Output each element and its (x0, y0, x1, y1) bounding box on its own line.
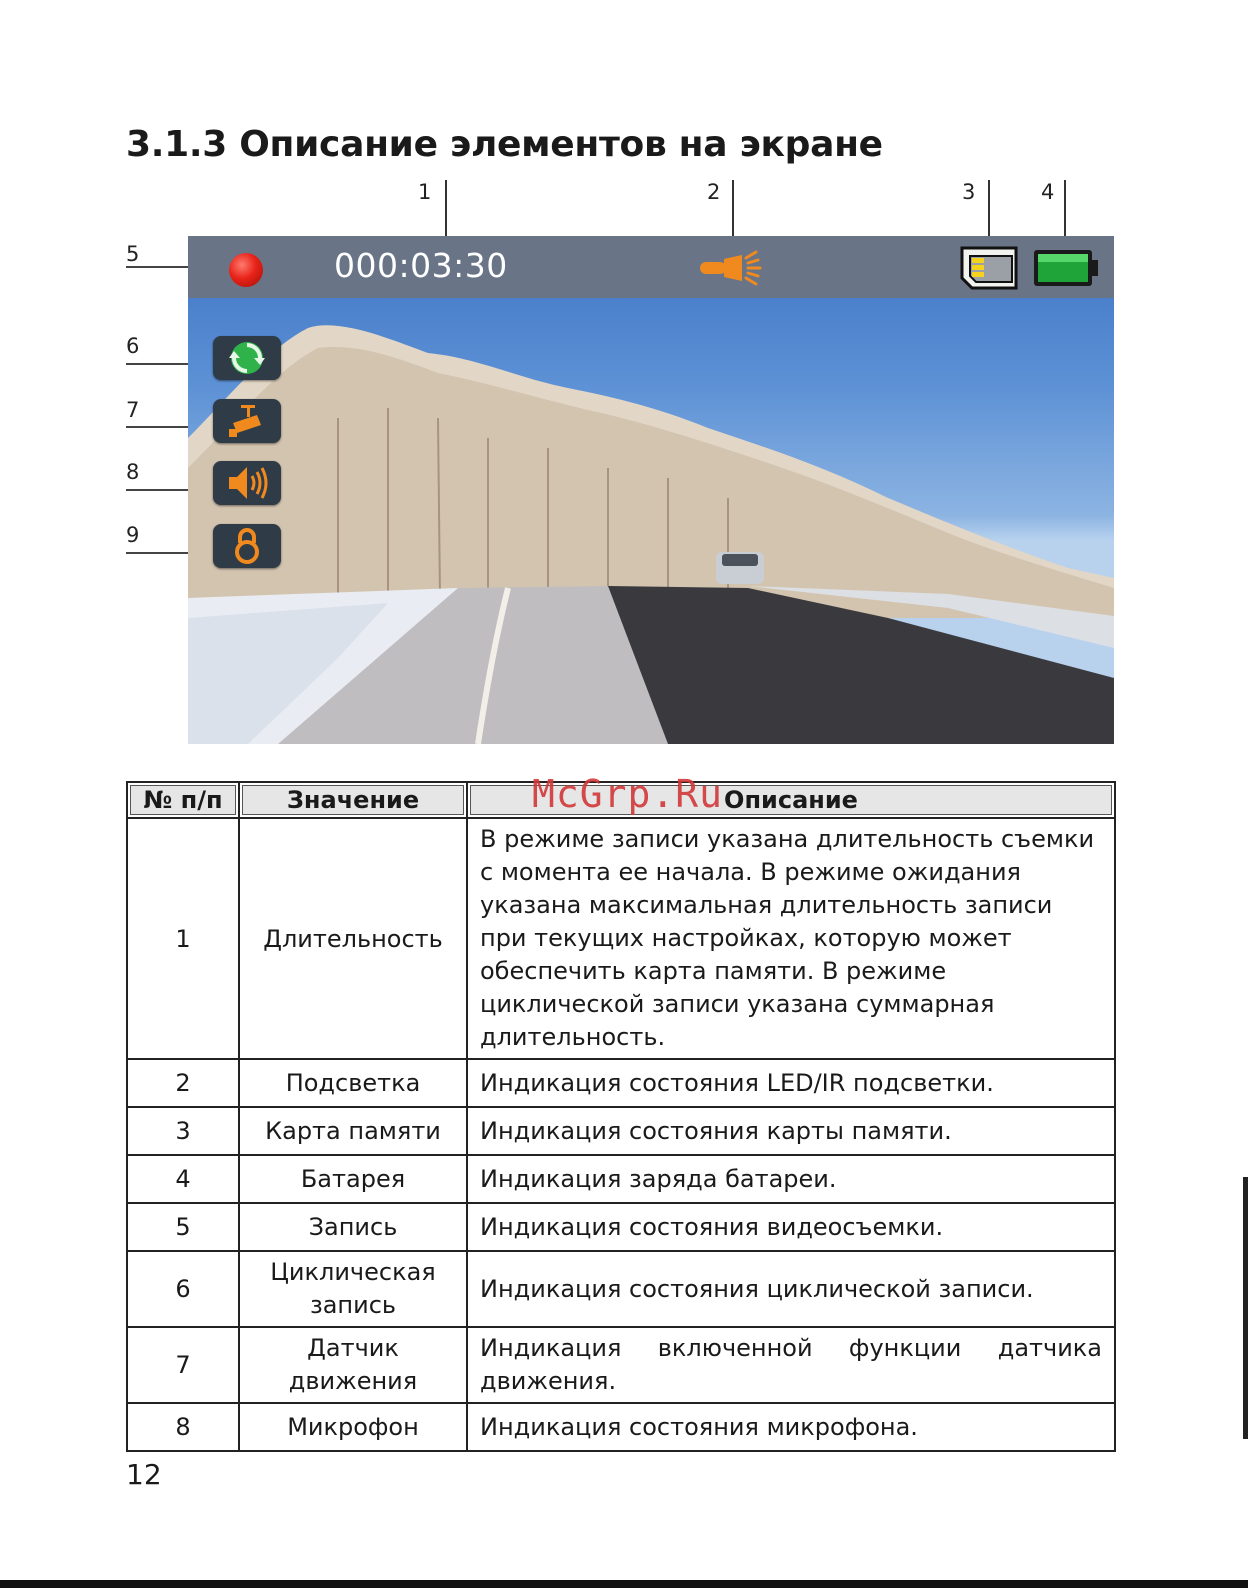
row-name: Длительность (239, 818, 467, 1059)
table-row (127, 1251, 1115, 1327)
row-desc (467, 1327, 1115, 1403)
callout-9: 9 (126, 523, 140, 547)
table-row (127, 1059, 1115, 1107)
row-desc: В режиме записи указана длительность съемки с момента ее начала. В режиме ожидания указана максимальная длительность записи при текущих настройках, которую может обеспечить карта памяти. В режиме циклической записи указана суммарная длительность. (467, 818, 1115, 1059)
page-edge-tab (1243, 1177, 1248, 1439)
row-num: 3 (127, 1107, 239, 1155)
row-num: 7 (127, 1327, 239, 1403)
row-desc: Индикация состояния циклической записи. (467, 1251, 1115, 1327)
row-name: Карта памяти (239, 1107, 467, 1155)
row-desc: Индикация состояния микрофона. (467, 1403, 1115, 1451)
table-row (127, 1155, 1115, 1203)
row-num: 6 (127, 1251, 239, 1327)
page-number: 12 (126, 1458, 162, 1491)
callout-3: 3 (962, 180, 976, 204)
row-name: Циклическая запись (239, 1251, 467, 1327)
callout-5: 5 (126, 242, 140, 266)
lock-icon (213, 524, 281, 568)
row-desc: Индикация заряда батареи. (467, 1155, 1115, 1203)
watermark: McGrp.Ru (532, 772, 724, 816)
table-row (127, 818, 1115, 1059)
row-name: Батарея (239, 1155, 467, 1203)
loop-recording-icon (213, 336, 281, 380)
row-desc: Индикация состояния видеосъемки. (467, 1203, 1115, 1251)
row-name: Запись (239, 1203, 467, 1251)
microphone-speaker-icon (213, 461, 281, 505)
callout-1: 1 (418, 180, 432, 204)
table-row (127, 1327, 1115, 1403)
row-num: 5 (127, 1203, 239, 1251)
status-bar (188, 236, 1114, 298)
row-num: 8 (127, 1403, 239, 1451)
winter-road-photo (188, 298, 1114, 744)
header-num: № п/п (127, 782, 239, 818)
elements-table (126, 781, 1116, 1452)
callout-6: 6 (126, 334, 140, 358)
led-light-icon (698, 246, 778, 288)
callout-7: 7 (126, 398, 140, 422)
row-name: Подсветка (239, 1059, 467, 1107)
row-desc: Индикация состояния LED/IR подсветки. (467, 1059, 1115, 1107)
row-desc: Индикация состояния карты памяти. (467, 1107, 1115, 1155)
record-dot-icon (229, 253, 263, 287)
table-header-row (127, 782, 1115, 818)
table-row (127, 1403, 1115, 1451)
callout-2: 2 (707, 180, 721, 204)
row-num: 4 (127, 1155, 239, 1203)
sd-card-icon (958, 244, 1020, 292)
table-row (127, 1203, 1115, 1251)
motion-sensor-camera-icon (213, 399, 281, 443)
row-desc-text: Индикация включенной функции датчика движения. (480, 1334, 1102, 1395)
page-title: 3.1.3 Описание элементов на экране (126, 124, 883, 165)
row-name: Микрофон (239, 1403, 467, 1451)
row-name: Датчик движения (239, 1327, 467, 1403)
row-num: 1 (127, 818, 239, 1059)
page-bottom-edge (0, 1580, 1248, 1588)
table-row (127, 1107, 1115, 1155)
header-description: Описание (467, 782, 1115, 818)
callout-4: 4 (1041, 180, 1055, 204)
header-meaning: Значение (239, 782, 467, 818)
callout-8: 8 (126, 460, 140, 484)
row-num: 2 (127, 1059, 239, 1107)
callout-1-line (445, 180, 447, 244)
battery-icon (1032, 248, 1100, 288)
recording-timer: 000:03:30 (334, 246, 508, 285)
device-screen (188, 236, 1114, 744)
